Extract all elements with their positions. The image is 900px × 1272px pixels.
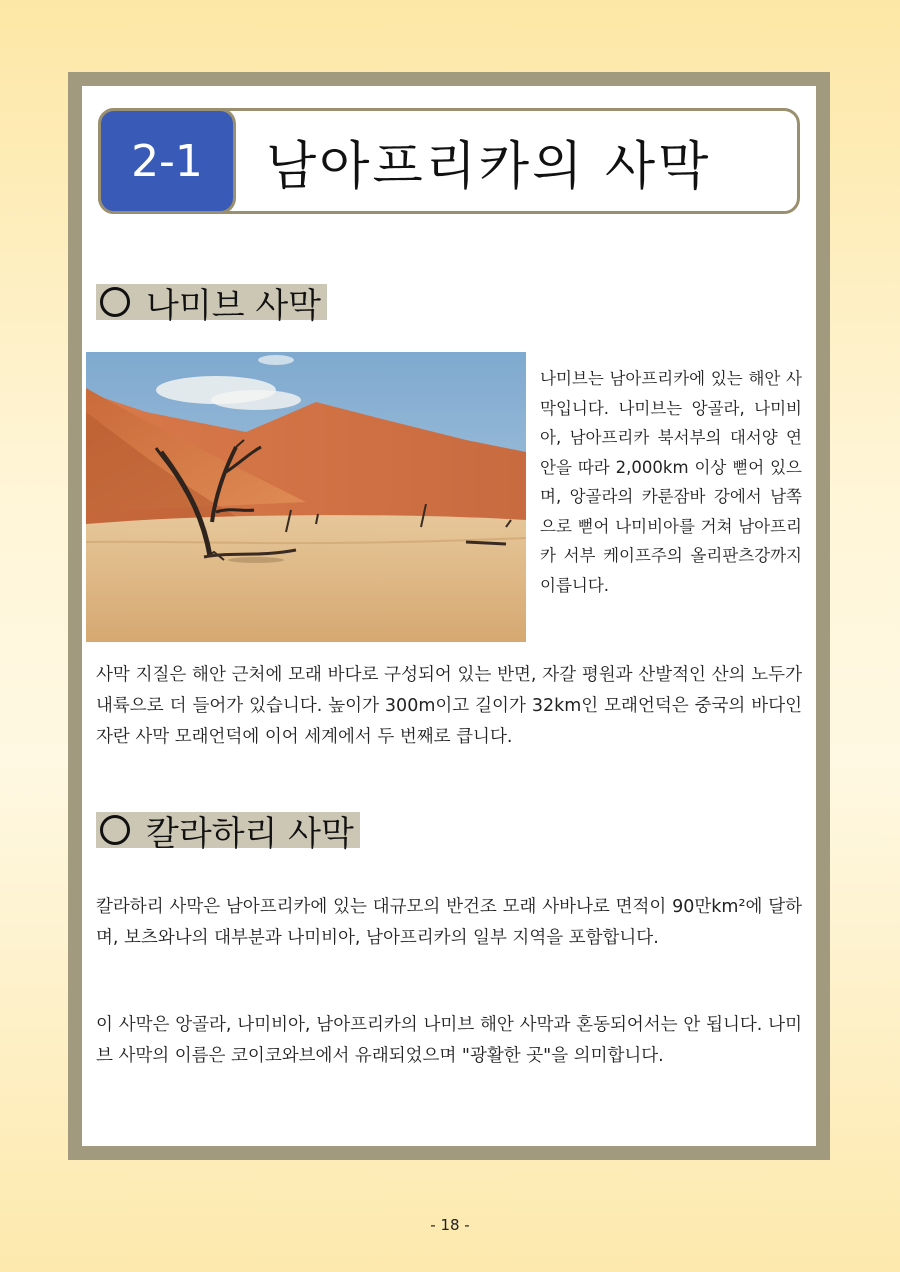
page-frame (68, 72, 830, 1160)
section-number-badge: 2-1 (98, 108, 236, 214)
section-heading-text: 칼라하리 사막 (146, 813, 354, 854)
circle-bullet-icon (100, 815, 130, 845)
namib-desert-photo (86, 352, 526, 642)
section-heading-kalahari (96, 812, 360, 854)
page-number: - 18 - (430, 1216, 470, 1234)
section-heading-namib (96, 284, 327, 326)
section-heading-text: 나미브 사막 (146, 285, 322, 326)
namib-side-text: 나미브는 남아프리카에 있는 해안 사막입니다. 나미브는 앙골라, 나미비아, 남아프리카 북서부의 대서양 연안을 따라 2,000km 이상 뻗어 있으며, 앙골라의 카룬잠바 강에서 남쪽으로 뻗어 나미비아를 거쳐 남아프리카 서부 케이프주의 올리판츠강까지 이릅니다. (540, 369, 802, 595)
namib-paragraph: 사막 지질은 해안 근처에 모래 바다로 구성되어 있는 반면, 자갈 평원과 산발적인 산의 노두가 내륙으로 더 들어가 있습니다. 높이가 300m이고 길이가 32km인 모래언덕은 중국의 바다인 자란 사막 모래언덕에 이어 세계에서 두 번째로 큽니다. (96, 665, 802, 747)
page-title: 남아프리카의 사막 (266, 137, 712, 197)
kalahari-paragraph-2: 이 사막은 앙골라, 나미비아, 남아프리카의 나미브 해안 사막과 혼동되어서는 안 됩니다. 나미브 사막의 이름은 코이코와브에서 유래되었으며 "광활한 곳"을 의미합니다. (96, 1015, 802, 1066)
circle-bullet-icon (100, 287, 130, 317)
page-content (82, 86, 816, 1146)
kalahari-paragraph-1: 칼라하리 사막은 남아프리카에 있는 대규모의 반건조 모래 사바나로 면적이 90만km²에 달하며, 보츠와나의 대부분과 나미비아, 남아프리카의 일부 지역을 포함합니다. (96, 897, 802, 948)
